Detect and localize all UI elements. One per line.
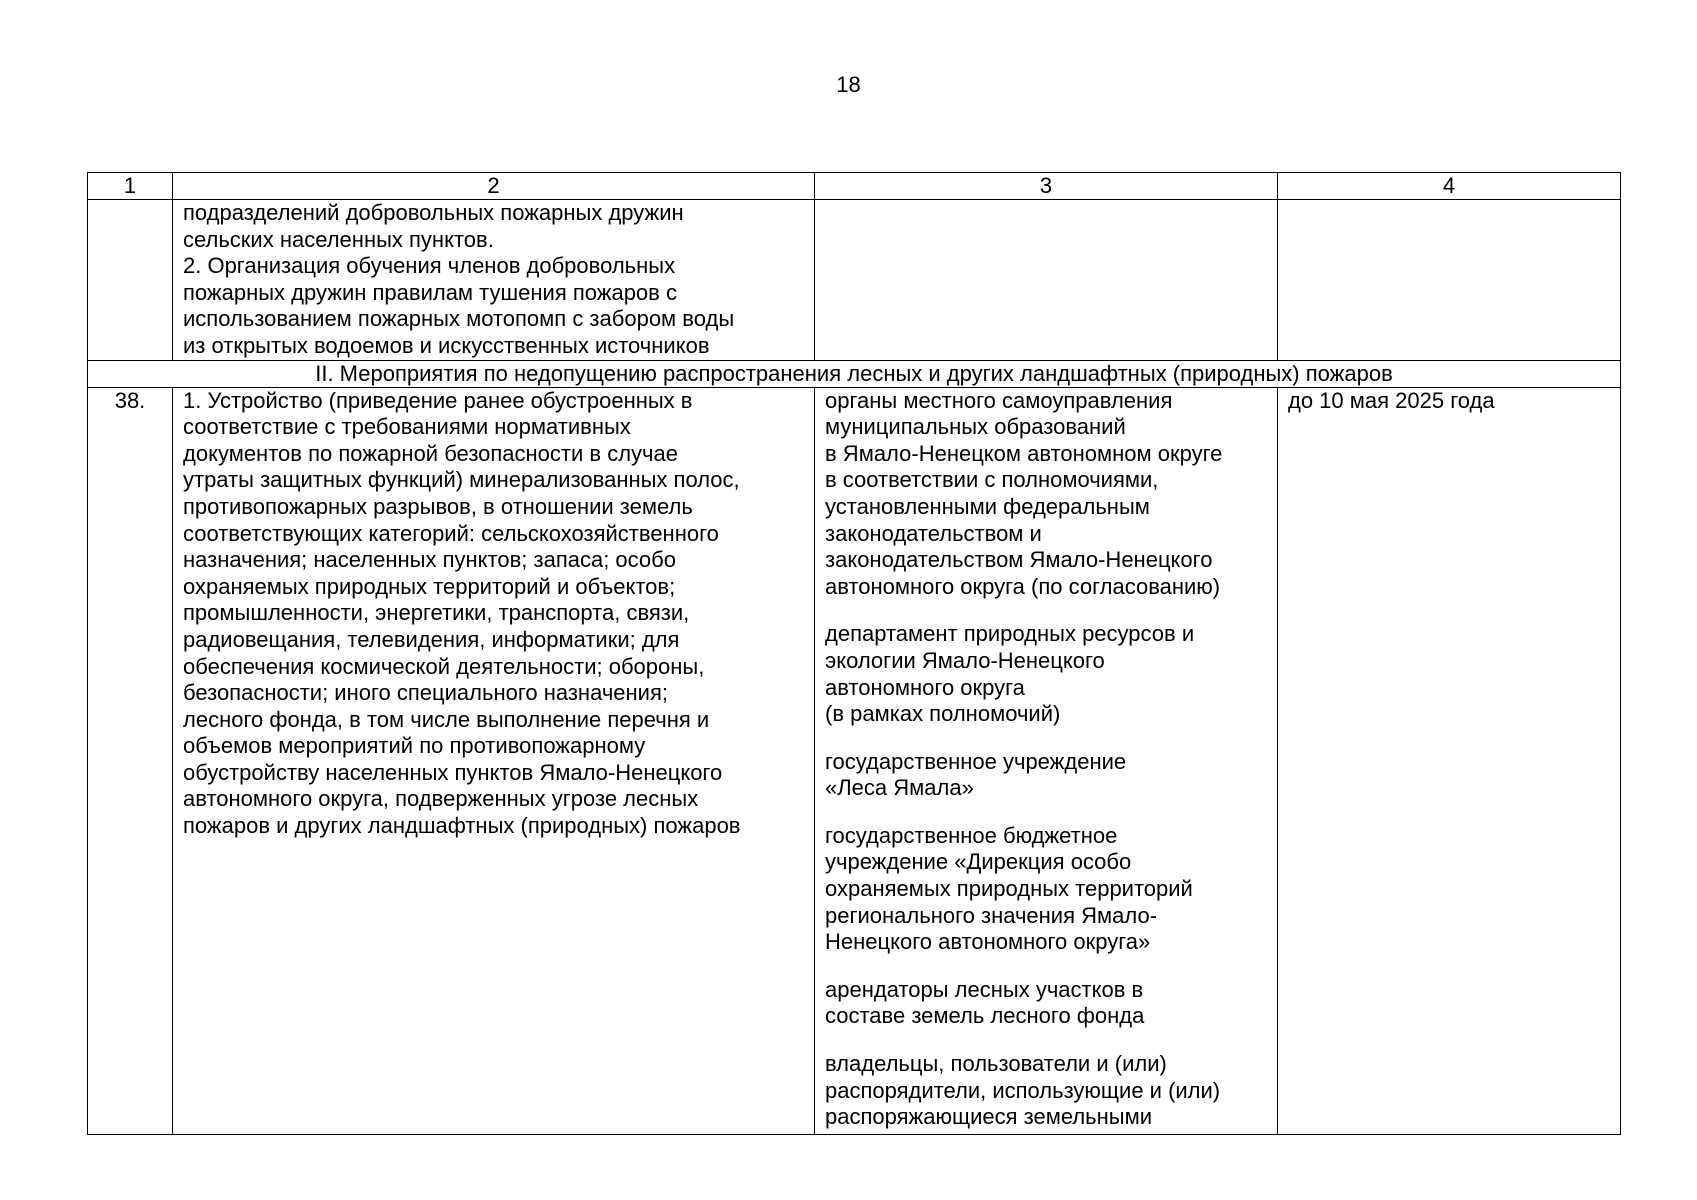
column-number-1: 1 xyxy=(88,173,173,200)
deadline-cell: до 10 мая 2025 года xyxy=(1278,387,1621,1134)
measure-cell xyxy=(173,387,815,1134)
section-heading-row xyxy=(88,360,1621,387)
responsible-party: государственное учреждение «Леса Ямала» xyxy=(825,748,1127,801)
responsible-party: органы местного самоуправления муниципальных образований в Ямало-Ненецком автономном округе в соответствии с полномочиями, установленными федеральным законодательством и законодательством Ямало-Ненецкого автономного округа (по согласованию) xyxy=(825,387,1223,599)
responsible-cell xyxy=(815,387,1278,1134)
measures-table xyxy=(87,172,1621,1135)
section-title: II. Мероприятия по недопущению распространения лесных и других ландшафтных (природных) пожаров xyxy=(88,360,1621,387)
responsible-party: департамент природных ресурсов и экологии Ямало-Ненецкого автономного округа (в рамках полномочий) xyxy=(825,621,1195,727)
column-number-4: 4 xyxy=(1278,173,1621,200)
responsible-party: государственное бюджетное учреждение «Дирекция особо охраняемых природных территорий регионального значения Ямало- Ненецкого автономного округа» xyxy=(825,822,1193,955)
responsible-party: арендаторы лесных участков в составе земель лесного фонда xyxy=(825,976,1145,1029)
row-number-cell xyxy=(88,200,173,361)
measure-cell xyxy=(173,200,815,361)
column-number-2: 2 xyxy=(173,173,815,200)
table-header-row xyxy=(88,173,1621,200)
responsible-cell xyxy=(815,200,1278,361)
table-row xyxy=(88,200,1621,361)
table-row xyxy=(88,387,1621,1134)
page-number: 18 xyxy=(836,72,861,97)
responsible-party: владельцы, пользователи и (или) распорядители, использующие и (или) распоряжающиеся земельными xyxy=(825,1051,1221,1130)
column-number-3: 3 xyxy=(815,173,1278,200)
row-number-cell: 38. xyxy=(88,387,173,1134)
measure-text: подразделений добровольных пожарных дружин сельских населенных пунктов. 2. Организация обучения членов добровольных пожарных дружин правилам тушения пожаров с использованием пожарных мотопомп с забором воды из открытых водоемов и искусственных источников xyxy=(183,200,735,358)
deadline-cell xyxy=(1278,200,1621,361)
measure-text: 1. Устройство (приведение ранее обустроенных в соответствие с требованиями нормативных документов по пожарной безопасности в случае утраты защитных функций) минерализованных полос, противопожарных разрывов, в отношении земель соответствующих категорий: сельскохозяйственного назначения; населенных пунктов; запаса; особо охраняемых природных территорий и объектов; промышленности, энергетики, транспорта, связи, радиовещания, телевидения, информатики; для обеспечения космической деятельности; обороны, безопасности; иного специального назначения; лесного фонда, в том числе выполнение перечня и объемов мероприятий по противопожарному обустройству населенных пунктов Ямало-Ненецкого автономного округа, подверженных угрозе лесных пожаров и других ландшафтных (природных) пожаров xyxy=(183,387,741,839)
